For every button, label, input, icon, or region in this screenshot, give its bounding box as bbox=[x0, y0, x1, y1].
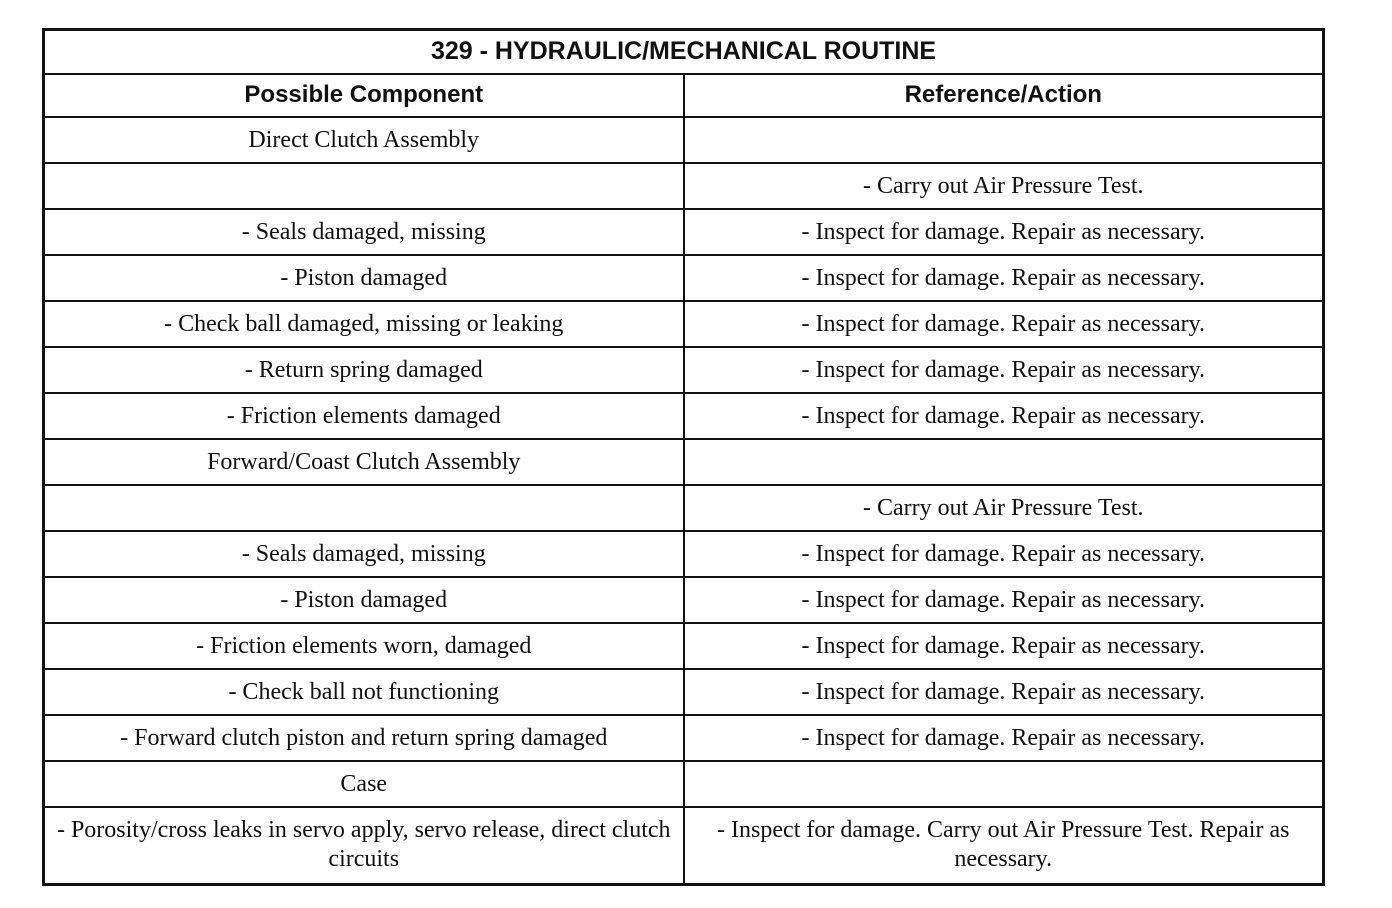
header-row bbox=[44, 74, 1324, 117]
component-cell: - Piston damaged bbox=[44, 255, 684, 301]
table-row bbox=[44, 715, 1324, 761]
action-cell: - Inspect for damage. Repair as necessary. bbox=[684, 209, 1324, 255]
action-cell: - Inspect for damage. Repair as necessary. bbox=[684, 623, 1324, 669]
component-cell: Forward/Coast Clutch Assembly bbox=[44, 439, 684, 485]
header-possible-component: Possible Component bbox=[44, 74, 684, 117]
component-cell: - Porosity/cross leaks in servo apply, servo release, direct clutch circuits bbox=[44, 807, 684, 885]
table-row bbox=[44, 531, 1324, 577]
component-cell bbox=[44, 485, 684, 531]
component-cell: - Check ball damaged, missing or leaking bbox=[44, 301, 684, 347]
component-cell: - Return spring damaged bbox=[44, 347, 684, 393]
component-cell: - Forward clutch piston and return spring damaged bbox=[44, 715, 684, 761]
action-cell: - Inspect for damage. Repair as necessary. bbox=[684, 715, 1324, 761]
routine-table bbox=[42, 28, 1325, 886]
action-cell bbox=[684, 439, 1324, 485]
table-row bbox=[44, 577, 1324, 623]
action-cell: - Carry out Air Pressure Test. bbox=[684, 163, 1324, 209]
component-cell: - Piston damaged bbox=[44, 577, 684, 623]
table-row bbox=[44, 117, 1324, 163]
component-cell bbox=[44, 163, 684, 209]
action-cell: - Inspect for damage. Repair as necessary. bbox=[684, 255, 1324, 301]
table-row bbox=[44, 439, 1324, 485]
action-cell: - Inspect for damage. Repair as necessary. bbox=[684, 301, 1324, 347]
table-row bbox=[44, 393, 1324, 439]
header-reference-action: Reference/Action bbox=[684, 74, 1324, 117]
component-cell: Direct Clutch Assembly bbox=[44, 117, 684, 163]
table-row bbox=[44, 209, 1324, 255]
table-row bbox=[44, 163, 1324, 209]
table-row bbox=[44, 255, 1324, 301]
table-row bbox=[44, 761, 1324, 807]
action-cell: - Inspect for damage. Carry out Air Pressure Test. Repair as necessary. bbox=[684, 807, 1324, 885]
component-cell: - Seals damaged, missing bbox=[44, 531, 684, 577]
action-cell: - Inspect for damage. Repair as necessary. bbox=[684, 393, 1324, 439]
component-cell: - Seals damaged, missing bbox=[44, 209, 684, 255]
action-cell: - Carry out Air Pressure Test. bbox=[684, 485, 1324, 531]
table-title: 329 - HYDRAULIC/MECHANICAL ROUTINE bbox=[44, 30, 1324, 74]
table-row bbox=[44, 347, 1324, 393]
action-cell bbox=[684, 117, 1324, 163]
table-row bbox=[44, 485, 1324, 531]
component-cell: - Friction elements worn, damaged bbox=[44, 623, 684, 669]
action-cell: - Inspect for damage. Repair as necessary. bbox=[684, 577, 1324, 623]
component-cell: - Check ball not functioning bbox=[44, 669, 684, 715]
table-row bbox=[44, 301, 1324, 347]
action-cell bbox=[684, 761, 1324, 807]
action-cell: - Inspect for damage. Repair as necessary. bbox=[684, 531, 1324, 577]
table-row bbox=[44, 807, 1324, 885]
table-row bbox=[44, 669, 1324, 715]
component-cell: - Friction elements damaged bbox=[44, 393, 684, 439]
action-cell: - Inspect for damage. Repair as necessary. bbox=[684, 669, 1324, 715]
action-cell: - Inspect for damage. Repair as necessary. bbox=[684, 347, 1324, 393]
table-row bbox=[44, 623, 1324, 669]
title-row bbox=[44, 30, 1324, 74]
component-cell: Case bbox=[44, 761, 684, 807]
